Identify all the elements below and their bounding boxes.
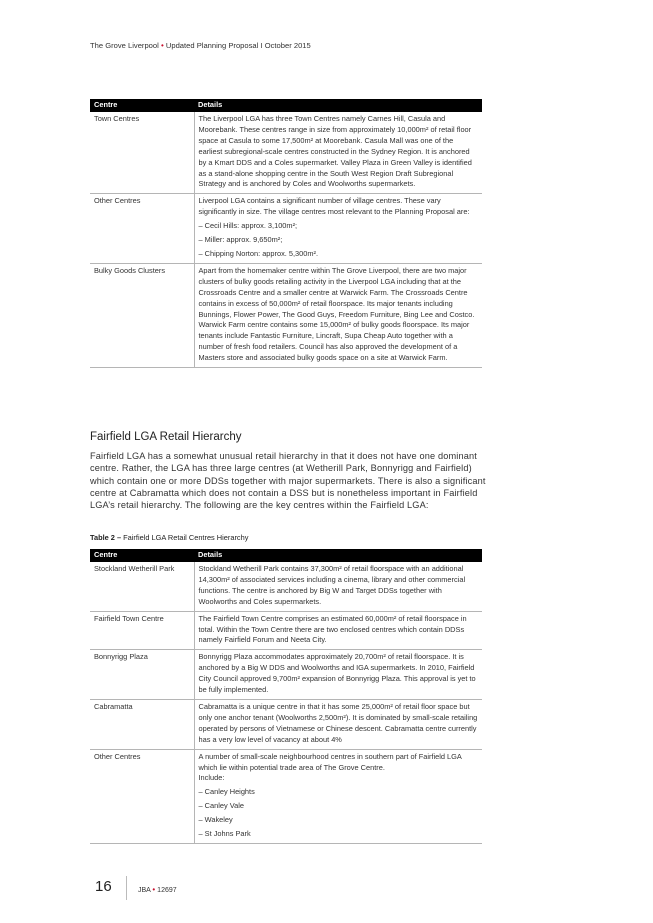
details-text: A number of small-scale neighbourhood centres in southern part of Fairfield LGA which lie within potential trade area of The Grove Centre. <box>198 751 462 772</box>
details-text: Include: <box>198 773 225 783</box>
list-item: – Canley Vale <box>199 801 479 812</box>
details-text: Stockland Wetherill Park contains 37,300m² of retail floorspace with an additional 14,300m² of associated services including a cinema, library and other commercial functions. The centre is anchored by Big W and Target DDSs together with Woolworths and Coles supermarkets. <box>198 564 466 606</box>
centre-cell: Stockland Wetherill Park <box>90 562 194 611</box>
details-cell <box>194 650 482 700</box>
page-number: 16 <box>95 878 112 895</box>
details-cell <box>194 263 482 367</box>
details-text: Warwick Farm centre contains some 15,000m² of bulky goods floorspace. Its major tenants include Fantastic Furniture, Lincraft, Supa Cheap Auto together with a number of fresh food retailers. Council has also approved the development of a Masters store and associated bulky goods space on a site at Warwick Farm. <box>198 320 470 363</box>
centre-cell: Bonnyrigg Plaza <box>90 650 194 700</box>
header-date: October 2015 <box>264 41 311 50</box>
fairfield-centres-table <box>90 549 482 844</box>
centre-cell: Fairfield Town Centre <box>90 611 194 650</box>
details-cell <box>194 611 482 650</box>
liverpool-centres-table <box>90 99 482 368</box>
footer-ref <box>138 885 177 894</box>
footer-number: 12697 <box>157 887 177 894</box>
list-item: – Miller: approx. 9,650m²; <box>199 235 479 246</box>
column-header-details: Details <box>194 549 482 562</box>
details-cell <box>194 112 482 194</box>
table-row <box>90 263 482 367</box>
section-heading: Fairfield LGA Retail Hierarchy <box>90 431 242 443</box>
details-text: The Liverpool LGA has three Town Centres namely Carnes Hill, Casula and Moorebank. These centres range in size from approximately 10,000m² of retail floor space at Casula to some 17,500m² at Moorebank. Casula Mall was one of the earliest subregional-scale centres constructed in the Sydney Region. It is anchored by a Kmart DDS and a Coles supermarket. Valley Plaza in Green Valley is identified as a stand-alone shopping centre in the South West Region Draft Subregional Strategy and is anchored by Coles and Woolworths supermarkets. <box>198 114 472 189</box>
list-item: – Wakeley <box>199 815 479 826</box>
list-item: – Cecil Hills: approx. 3,100m²; <box>199 221 479 232</box>
column-header-details: Details <box>194 99 482 112</box>
table-row <box>90 562 482 611</box>
details-cell <box>194 194 482 264</box>
header-subtitle: Updated Planning Proposal <box>165 41 259 50</box>
centre-cell: Cabramatta <box>90 699 194 749</box>
centre-cell: Other Centres <box>90 194 194 264</box>
list-item: – St Johns Park <box>199 829 479 840</box>
table-row <box>90 749 482 843</box>
table-caption <box>90 533 248 542</box>
details-text: The Fairfield Town Centre comprises an estimated 60,000m² of retail floorspace in total. Within the Town Centre there are two enclosed centres which contain DDSs namely Fairfield Forum and Neeta City. <box>198 613 467 645</box>
column-header-centre: Centre <box>90 99 194 112</box>
table-row <box>90 650 482 700</box>
table-row <box>90 194 482 264</box>
bullet-icon: • <box>160 41 164 50</box>
table-row <box>90 699 482 749</box>
table-row <box>90 112 482 194</box>
running-header <box>90 41 311 50</box>
details-cell <box>194 562 482 611</box>
centre-cell: Town Centres <box>90 112 194 194</box>
header-title: The Grove Liverpool <box>90 41 159 50</box>
details-text: Liverpool LGA contains a significant number of village centres. These vary significantly in size. The village centres most relevant to the Planning Proposal are: <box>198 196 470 217</box>
column-header-centre: Centre <box>90 549 194 562</box>
table-row <box>90 611 482 650</box>
table-body <box>90 562 482 843</box>
centre-cell: Other Centres <box>90 749 194 843</box>
caption-label: Table 2 – <box>90 533 122 542</box>
centre-cell: Bulky Goods Clusters <box>90 263 194 367</box>
details-text: Cabramatta is a unique centre in that it has some 25,000m² of retail floor space but only one anchor tenant (Woolworths 2,500m²). It is dominated by small-scale retailing operated by persons of Vietnamese or Chinese descent. Cabramatta centre currently has a very low level of vacancy at about 4% <box>198 701 478 744</box>
list-item: – Canley Heights <box>199 787 479 798</box>
table-header-row <box>90 549 482 562</box>
bullet-icon: • <box>152 885 156 894</box>
list-item: – Chipping Norton: approx. 5,300m². <box>199 249 479 260</box>
header-separator: I <box>260 41 263 50</box>
details-text: Apart from the homemaker centre within The Grove Liverpool, there are two major clusters of bulky goods retailing activity in the Liverpool LGA including that at the Crossroads Centre and a smaller centre at Warwick Farm. The Crossroads Centre contains in excess of 50,000m² of retail floorspace. Its major tenants including Bunnings, Flower Power, The Good Guys, Freedom Furniture, Bing Lee and Costco. <box>198 265 475 319</box>
footer-brand: JBA <box>138 887 151 894</box>
details-cell <box>194 749 482 843</box>
footer-divider <box>126 876 127 900</box>
details-text: Bonnyrigg Plaza accommodates approximately 20,700m² of retail floorspace. It is anchored by a Big W DDS and Woolworths and IGA supermarkets. In 2010, Fairfield City Council approved 9,700m² expansion of Bonnyrigg Plaza. This approval is yet to be fully implemented. <box>198 652 476 695</box>
section-paragraph: Fairfield LGA has a somewhat unusual retail hierarchy in that it does not have one dominant centre. Rather, the LGA has three large centres (at Wetherill Park, Bonnyrigg and Fairfield) which contain one or more DDSs together with major supermarkets. There is also a significant centre at Cabramatta which does not contain a DSS but is nonetheless important in Fairfield LGA’s retail hierarchy. The following are the key centres within the Fairfield LGA: <box>90 451 486 511</box>
table-body <box>90 112 482 368</box>
caption-text: Fairfield LGA Retail Centres Hierarchy <box>123 533 249 542</box>
table-header-row <box>90 99 482 112</box>
details-cell <box>194 699 482 749</box>
